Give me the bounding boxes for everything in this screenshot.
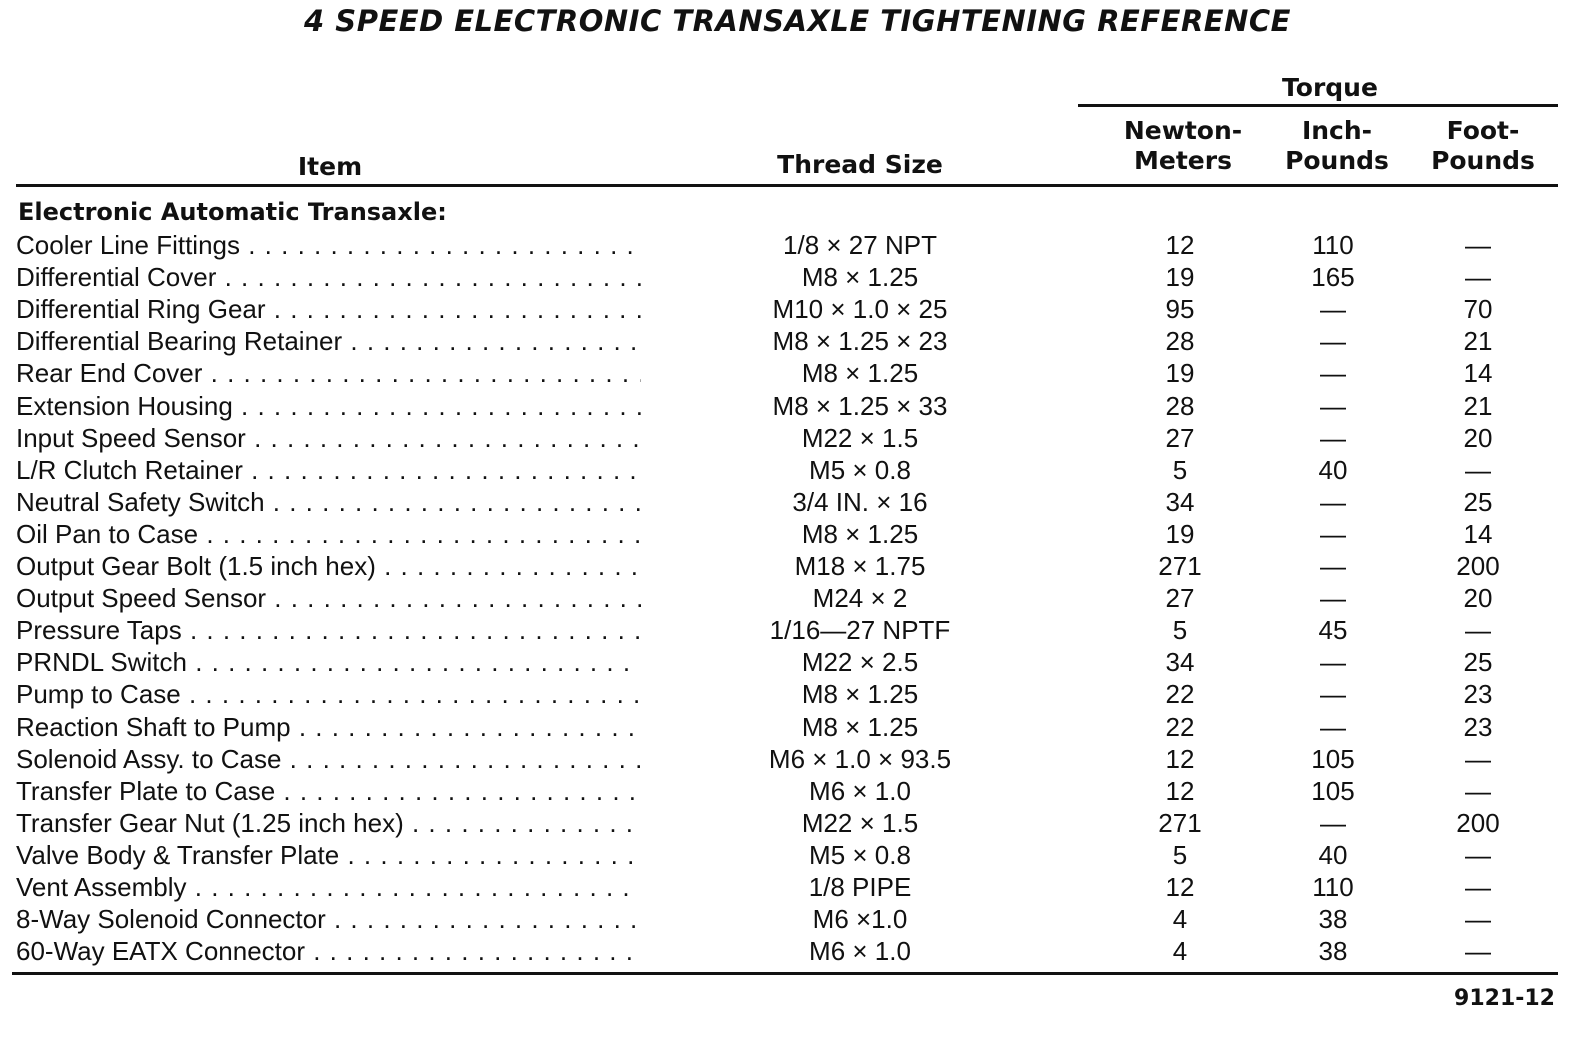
newton-meters-value: 22 [1165, 711, 1195, 742]
item-name: Differential Cover . . . [16, 261, 641, 293]
foot-pounds-value: 21 [1463, 326, 1493, 357]
thread-size: M18 × 1.75 [794, 551, 926, 581]
table-row [0, 903, 1595, 935]
newton-meters-value: 271 [1158, 551, 1202, 581]
inch-pounds-value: — [1320, 647, 1346, 678]
thread-size: M8 × 1.25 [801, 711, 919, 742]
newton-meters-value: 5 [1172, 615, 1188, 646]
foot-pounds-value: 200 [1456, 807, 1500, 838]
table-row [0, 550, 1595, 582]
item-name: Input Speed Sensor . . . [16, 422, 641, 454]
foot-pounds-value: — [1465, 872, 1491, 902]
item-name: Differential Ring Gear . . . [16, 293, 641, 325]
item-name: Neutral Safety Switch . . . [16, 486, 641, 518]
item-name: Solenoid Assy. to Case . . . [16, 743, 641, 775]
foot-pounds-value: — [1465, 839, 1491, 870]
foot-pounds-value: — [1465, 262, 1491, 293]
newton-meters-value: 12 [1165, 230, 1195, 260]
inch-pounds-value: — [1320, 422, 1346, 453]
newton-meters-value: 28 [1165, 390, 1195, 421]
item-name: PRNDL Switch . . . [16, 646, 641, 678]
thread-size: M8 × 1.25 × 33 [772, 390, 948, 421]
table-row [0, 711, 1595, 743]
inch-pounds-value: — [1320, 551, 1346, 581]
thread-size: M8 × 1.25 × 23 [772, 326, 948, 357]
item-name: Pressure Taps . . . [16, 614, 641, 646]
thread-size: M6 × 1.0 [809, 775, 911, 806]
table-bottom-rule [12, 972, 1558, 975]
table-row [0, 486, 1595, 518]
thread-size: M5 × 0.8 [809, 839, 911, 870]
foot-pounds-value: — [1465, 615, 1491, 646]
inch-pounds-value: — [1320, 711, 1346, 742]
foot-pounds-value: — [1465, 904, 1491, 935]
newton-meters-value: 34 [1165, 486, 1195, 517]
item-name: 8-Way Solenoid Connector . . . [16, 903, 641, 935]
item-name: Rear End Cover . . . [16, 357, 641, 389]
header-inch-pounds: Inch- Pounds [1285, 116, 1389, 175]
thread-size: M6 × 1.0 × 93.5 [768, 743, 952, 774]
foot-pounds-value: — [1465, 743, 1491, 774]
table-row [0, 261, 1595, 293]
header-newton-meters: Newton- Meters [1123, 116, 1243, 175]
item-name: Output Speed Sensor . . . [16, 582, 641, 614]
foot-pounds-value: 70 [1463, 294, 1493, 325]
foot-pounds-value: 23 [1463, 679, 1493, 710]
section-heading: Electronic Automatic Transaxle: [18, 198, 447, 226]
newton-meters-value: 28 [1165, 326, 1195, 357]
thread-size: M6 × 1.0 [809, 936, 911, 967]
inch-pounds-value: 110 [1312, 230, 1354, 260]
thread-size: M24 × 2 [812, 583, 908, 614]
thread-size: 1/8 × 27 NPT [783, 230, 937, 260]
newton-meters-value: 12 [1165, 872, 1195, 902]
table-row [0, 935, 1595, 967]
table-row [0, 390, 1595, 422]
table-row [0, 357, 1595, 389]
item-name: Extension Housing . . . [16, 390, 641, 422]
thread-size: M8 × 1.25 [801, 518, 919, 549]
header-bottom-rule [16, 184, 1558, 187]
thread-size: M5 × 0.8 [809, 454, 911, 485]
thread-size: M22 × 2.5 [801, 647, 919, 678]
table-row [0, 807, 1595, 839]
foot-pounds-value: — [1465, 936, 1491, 967]
item-name: Cooler Line Fittings . . . [16, 229, 641, 261]
table-row [0, 422, 1595, 454]
foot-pounds-value: 200 [1456, 551, 1500, 581]
inch-pounds-value: 105 [1311, 775, 1355, 806]
thread-size: M22 × 1.5 [801, 422, 919, 453]
header-item: Item [297, 152, 363, 181]
table-row [0, 646, 1595, 678]
newton-meters-value: 19 [1165, 518, 1195, 549]
item-name: Reaction Shaft to Pump . . . [16, 711, 641, 743]
inch-pounds-value: — [1320, 486, 1346, 517]
inch-pounds-value: — [1320, 518, 1346, 549]
table-row [0, 871, 1595, 903]
newton-meters-value: 5 [1172, 839, 1188, 870]
inch-pounds-value: — [1320, 326, 1346, 357]
table-row [0, 614, 1595, 646]
inch-pounds-value: 110 [1312, 872, 1354, 902]
item-name: Pump to Case . . . [16, 678, 641, 710]
thread-size: M8 × 1.25 [801, 679, 919, 710]
thread-size: M8 × 1.25 [801, 262, 919, 293]
newton-meters-value: 4 [1172, 904, 1188, 935]
foot-pounds-value: 20 [1463, 422, 1493, 453]
item-name: Transfer Gear Nut (1.25 inch hex) . . . [16, 807, 641, 839]
foot-pounds-value: 20 [1463, 583, 1493, 614]
foot-pounds-value: 25 [1463, 647, 1493, 678]
item-name: 60-Way EATX Connector . . . [16, 935, 641, 967]
inch-pounds-value: — [1320, 807, 1346, 838]
newton-meters-value: 19 [1165, 358, 1195, 389]
item-name: Oil Pan to Case . . . [16, 518, 641, 550]
table-row [0, 454, 1595, 486]
table-row [0, 518, 1595, 550]
inch-pounds-value: — [1320, 390, 1346, 421]
newton-meters-value: 95 [1165, 294, 1195, 325]
table-row [0, 325, 1595, 357]
newton-meters-value: 27 [1165, 422, 1195, 453]
inch-pounds-value: — [1320, 679, 1346, 710]
header-foot-pounds: Foot- Pounds [1431, 116, 1535, 175]
thread-size: 3/4 IN. × 16 [792, 486, 928, 517]
inch-pounds-value: 45 [1318, 615, 1348, 646]
foot-pounds-value: 21 [1463, 390, 1493, 421]
item-name: Output Gear Bolt (1.5 inch hex) . . . [16, 550, 641, 582]
foot-pounds-value: 23 [1463, 711, 1493, 742]
thread-size: 1/16—27 NPTF [769, 615, 951, 646]
inch-pounds-value: — [1320, 358, 1346, 389]
foot-pounds-value: 25 [1463, 486, 1493, 517]
thread-size: M22 × 1.5 [801, 807, 919, 838]
item-name: Transfer Plate to Case . . . [16, 775, 641, 807]
newton-meters-value: 12 [1165, 743, 1195, 774]
newton-meters-value: 5 [1172, 454, 1188, 485]
newton-meters-value: 27 [1165, 583, 1195, 614]
newton-meters-value: 271 [1158, 807, 1202, 838]
item-name: L/R Clutch Retainer . . . [16, 454, 641, 486]
torque-header-rule [1078, 104, 1558, 107]
inch-pounds-value: 165 [1311, 262, 1355, 293]
table-row [0, 839, 1595, 871]
inch-pounds-value: — [1320, 583, 1346, 614]
inch-pounds-value: — [1320, 294, 1346, 325]
figure-number: 9121-12 [1454, 986, 1555, 1011]
thread-size: M6 ×1.0 [812, 904, 908, 935]
newton-meters-value: 22 [1165, 679, 1195, 710]
table-row [0, 743, 1595, 775]
item-name: Valve Body & Transfer Plate . . . [16, 839, 641, 871]
foot-pounds-value: — [1465, 454, 1491, 485]
page-title: 4 SPEED ELECTRONIC TRANSAXLE TIGHTENING REFERENCE [304, 4, 1291, 38]
table-row [0, 582, 1595, 614]
inch-pounds-value: 40 [1318, 454, 1348, 485]
foot-pounds-value: 14 [1463, 518, 1493, 549]
foot-pounds-value: — [1465, 775, 1491, 806]
inch-pounds-value: 105 [1311, 743, 1355, 774]
header-thread-size: Thread Size [777, 150, 943, 179]
table-row [0, 293, 1595, 325]
item-name: Differential Bearing Retainer . . . [16, 325, 641, 357]
item-name: Vent Assembly . . . [16, 871, 641, 903]
foot-pounds-value: 14 [1463, 358, 1493, 389]
header-torque: Torque [1282, 73, 1378, 102]
table-row [0, 678, 1595, 710]
table-row [0, 775, 1595, 807]
inch-pounds-value: 40 [1318, 839, 1348, 870]
newton-meters-value: 19 [1165, 262, 1195, 293]
newton-meters-value: 34 [1165, 647, 1195, 678]
table-row [0, 229, 1595, 261]
inch-pounds-value: 38 [1318, 904, 1348, 935]
thread-size: M8 × 1.25 [801, 358, 919, 389]
thread-size: 1/8 PIPE [808, 872, 912, 902]
newton-meters-value: 12 [1165, 775, 1195, 806]
newton-meters-value: 4 [1172, 936, 1188, 967]
inch-pounds-value: 38 [1318, 936, 1348, 967]
foot-pounds-value: — [1465, 230, 1491, 260]
thread-size: M10 × 1.0 × 25 [772, 294, 948, 325]
